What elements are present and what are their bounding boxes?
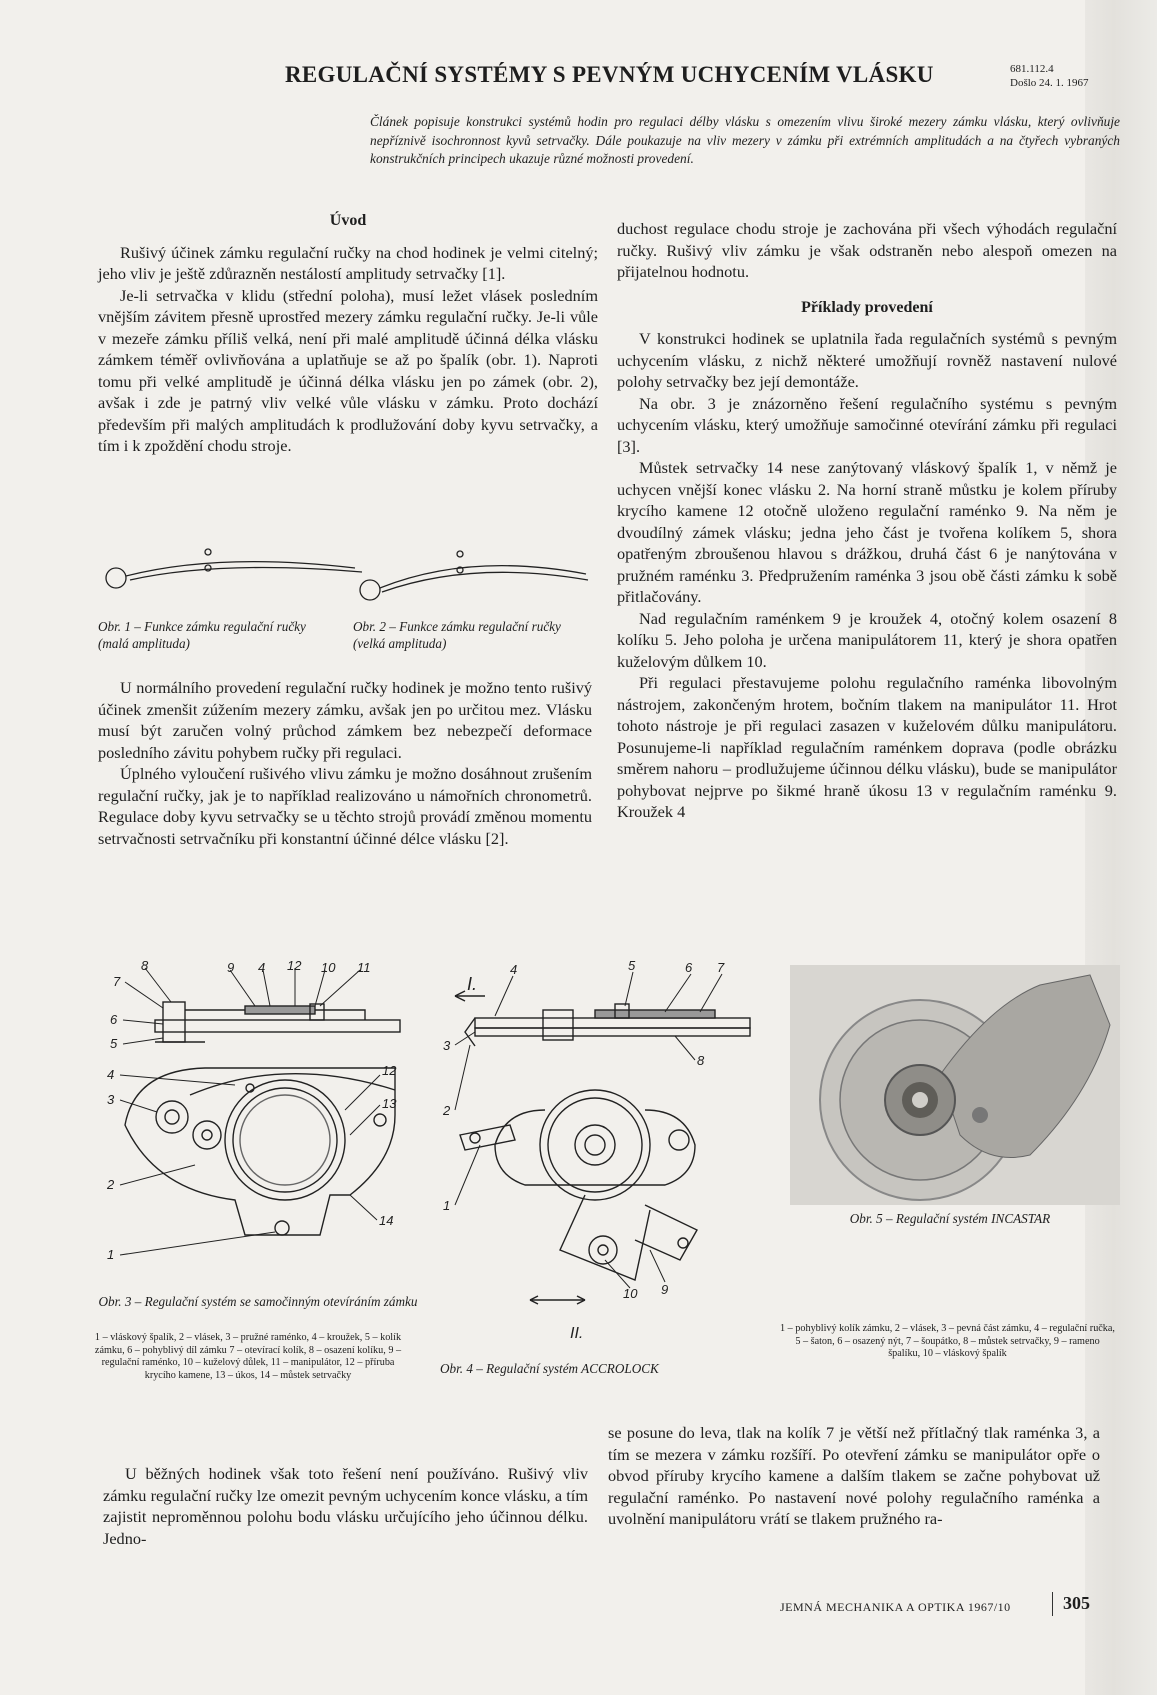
fig3-label: 13 xyxy=(382,1096,397,1111)
fig4-label: 1 xyxy=(443,1198,451,1213)
fig4-label: I. xyxy=(467,974,478,994)
fig3-label: 7 xyxy=(113,974,121,989)
fig4-label: 3 xyxy=(443,1038,451,1053)
abstract: Článek popisuje konstrukci systémů hodin pro regulaci délby vlásku s omezením vlivu široké mezery zámku vlásku, který ovlivňuje nepříznivě isochronnost kyvů setrvačky. Dále poukazuje na vliv mezery v zámku při extrémních amplitudách a na čtyřech vybraných konstrukčních principech ukazuje různé možnosti provedení. xyxy=(370,114,1120,167)
fig3-label-group xyxy=(106,960,397,1262)
fig3-label: 3 xyxy=(107,1092,115,1107)
fig3-label: 6 xyxy=(110,1012,118,1027)
paragraph: duchost regulace chodu stroje je zachována při všech výhodách regulační ručky. Rušivý vliv zámku je však odstraněn nebo alespoň omezen na přijatelnou hodnotu. xyxy=(617,219,1117,281)
fig3-label: 12 xyxy=(287,960,302,973)
fig3-label: 5 xyxy=(110,1036,118,1051)
fig3-label: 12 xyxy=(382,1063,397,1078)
fig2-caption: Obr. 2 – Funkce zámku regulační ručky (velká amplituda) xyxy=(353,619,561,651)
fig4-label: II. xyxy=(570,1325,584,1340)
paragraph: se posune do leva, tlak na kolík 7 je větší než přítlačný tlak raménka 3, a tím se mezera v zámku rozšíří. Po otevření zámku se manipulátor opře o obvod příruby krycího kamene a dalším tlakem se začne pohybovat už regulační raménko. Po nastavení nové polohy regulačního raménka a uvolnění manipulátoru vrátí se tlakem pružného ra- xyxy=(608,1423,1100,1528)
paragraph: Nad regulačním raménkem 9 je kroužek 4, otočný kolem osazení 8 kolíku 5. Jeho poloha je určena manipulátorem 11, který je shora opatřen kuželovým důlkem 10. xyxy=(617,608,1117,671)
footer-separator xyxy=(1052,1592,1053,1616)
paragraph: V konstrukci hodinek se uplatnila řada regulačních systémů s pevným uchycením vlásku, z nichž některé umožňují rovněž nastavení nulové polohy setrvačky bez její demontáže. xyxy=(617,329,1117,391)
fig3-label: 10 xyxy=(321,960,336,975)
fig4-caption: Obr. 4 – Regulační systém ACCROLOCK xyxy=(440,1361,659,1376)
section-heading-examples: Příklady provedení xyxy=(801,298,933,316)
fig3-caption: Obr. 3 – Regulační systém se samočinným otevíráním zámku xyxy=(98,1294,418,1309)
classification-code xyxy=(1010,62,1120,90)
fig4-label: 6 xyxy=(685,960,693,975)
fig3-label: 4 xyxy=(107,1067,115,1082)
bottom-right-text xyxy=(608,1422,1100,1530)
journal-footer: JEMNÁ MECHANIKA A OPTIKA 1967/10 xyxy=(780,1600,1011,1614)
left-column-top xyxy=(98,210,598,457)
udc-code: 681.112.4 xyxy=(1010,63,1054,75)
fig2-diagram xyxy=(360,551,588,600)
fig4-label: 10 xyxy=(623,1286,638,1301)
fig1-fig2-drawing xyxy=(100,540,600,610)
fig4-drawing xyxy=(435,960,765,1340)
bottom-left-text xyxy=(103,1463,588,1549)
fig3-label: 4 xyxy=(258,960,266,975)
fig5-legend: 1 – pohyblivý kolík zámku, 2 – vlásek, 3 – pevná část zámku, 4 – regulační ručka, 5 – šaton, 6 – osazený nýt, 7 – šoupátko, 8 – můstek setrvačky, 9 – rameno špalíku, 10 – vláskový špalík xyxy=(780,1323,1115,1359)
fig4-label: 7 xyxy=(717,960,725,975)
paragraph: U běžných hodinek však toto řešení není používáno. Rušivý vliv zámku regulační ručky lze omezit pevným uchycením konce vlásku, a tím zajistit neproměnnou polohu bodu vlásku určujícího jeho účinnou délku. Jedno- xyxy=(103,1464,588,1548)
fig4-label: 9 xyxy=(661,1282,669,1297)
paragraph: Při regulaci přestavujeme polohu regulačního raménka libovolným nástrojem, zakončeným hrotem, bočním tlakem na manipulátor 11. Hrot tohoto nástroje je při regulaci zasazen v kuželovém důlku manipulátoru. Posunujeme-li například regulačním raménkem doprava (podle obrázku směrem nahoru – prodlužujeme účinnou délku vlásku), bude se manipulátor pohybovat nejprve po šikmé hraně úkosu 13 v regulačním raménku 9. Kroužek 4 xyxy=(617,673,1117,821)
fig3-label: 2 xyxy=(107,1177,115,1192)
paragraph: Úplného vyloučení rušivého vlivu zámku je možno dosáhnout zrušením regulační ručky, jak je to například realizováno u námořních chronometrů. Regulace doby kyvu setrvačky se u těchto strojů provádí změnou momentu setrvačnosti setrvačníku při konstantní účinné délce vlásku [2]. xyxy=(98,764,592,848)
right-column xyxy=(617,218,1117,823)
fig3-label: 11 xyxy=(357,960,371,975)
article-title: REGULAČNÍ SYSTÉMY S PEVNÝM UCHYCENÍM VLÁSKU xyxy=(285,62,934,87)
fig1-caption: Obr. 1 – Funkce zámku regulační ručky (malá amplituda) xyxy=(98,619,306,651)
fig1-diagram xyxy=(106,549,362,588)
paragraph: Na obr. 3 je znázorněno řešení regulačního systému s pevným uchycením vlásku, který umožňuje samočinné otevírání zámku při regulaci [3]. xyxy=(617,393,1117,456)
paragraph: Můstek setrvačky 14 nese zanýtovaný vláskový špalík 1, v němž je uchycen vnější konec vlásku 2. Na horní straně můstku je kolem příruby krycího kamene 12 otočně uloženo regulační raménko 9. Na něm je dvoudílný zámek vlásku; jedna jeho část je tvořena kolíkem 5, shora opatřeným zbroušenou hlavou s drážkou, druhá část 6 je nanýtována v pružném raménku 3. Předpružením raménka 3 jsou obě části zámku k sobě přitlačovány. xyxy=(617,458,1117,606)
received-date: Došlo 24. 1. 1967 xyxy=(1010,77,1089,89)
fig3-label: 9 xyxy=(227,960,235,975)
fig3-label: 8 xyxy=(141,960,149,973)
fig3-legend: 1 – vláskový špalík, 2 – vlásek, 3 – pružné raménko, 4 – kroužek, 5 – kolík zámku, 6 – pohyblivý díl zámku 7 – otevírací kolík, 8 – osazení kolíku, 9 – regulační raménko, 10 – kuželový důlek, 11 – manipulátor, 12 – příruba krycího kamene, 13 – úkos, 14 – můstek setrvačky xyxy=(94,1332,402,1381)
fig4-label: 4 xyxy=(510,962,518,977)
fig4-label: 5 xyxy=(628,960,636,973)
paragraph: Je-li setrvačka v klidu (střední poloha), musí ležet vlásek posledním vnějším závitem přesně uprostřed mezery zámku regulační ručky. Je-li vůle v mezeře zámku příliš velká, není při malé amplitudě účinná délka vlásku zámkem téměř ovlivňována a uplatňuje se až po špalík (obr. 1). Naproti tomu při velké amplitudě je účinná délka vlásku jen po zámek (obr. 2), avšak i zde je patrný vliv velké vůle vlásku v zámku. Proto dochází především při malých amplitudách k prodlužování doby kyvu setrvačky, a tím i k zpoždění chodu stroje. xyxy=(98,285,598,455)
fig4-label: 2 xyxy=(443,1103,451,1118)
fig5-photo xyxy=(790,965,1120,1205)
paragraph: Rušivý účinek zámku regulační ručky na chod hodinek je velmi citelný; jeho vliv je ještě zdůrazněn nestálostí amplitudy setrvačky [1]. xyxy=(98,242,598,283)
fig5-caption: Obr. 5 – Regulační systém INCASTAR xyxy=(849,1211,1051,1226)
fig3-drawing xyxy=(95,960,425,1290)
page-number: 305 xyxy=(1063,1593,1090,1613)
fig3-label: 14 xyxy=(379,1213,394,1228)
fig4-label: 8 xyxy=(697,1053,705,1068)
fig3-label: 1 xyxy=(107,1247,115,1262)
paragraph: U normálního provedení regulační ručky hodinek je možno tento rušivý účinek zmenšit zúžením mezery zámku, avšak jen po určitou mez. Vlásku musí být zaručen volný průchod zámkem bez nebezpečí deformace posledního závitu pohybem ručky při regulaci. xyxy=(98,678,592,762)
section-heading-intro: Úvod xyxy=(329,212,367,229)
left-column-mid xyxy=(98,677,592,849)
